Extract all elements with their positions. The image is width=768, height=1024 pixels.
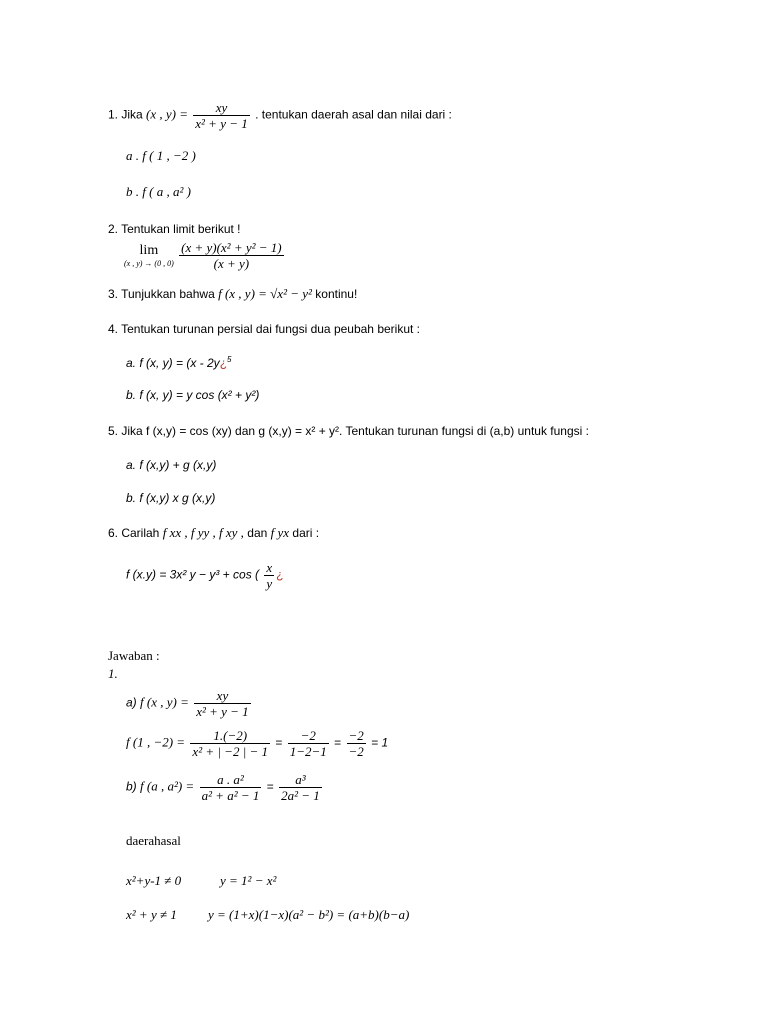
answer-b	[126, 772, 324, 803]
q2-fraction	[179, 240, 284, 271]
answers-heading: Jawaban :	[108, 648, 160, 663]
q1-part-b: b . f ( a , a² )	[126, 184, 191, 199]
q3-suffix: kontinu!	[315, 287, 358, 301]
answer-b-fraction-2	[279, 772, 322, 803]
q3-prefix: 3. Tunjukkan bahwa	[108, 287, 215, 301]
q5-part-a: a. f (x,y) + g (x,y)	[126, 458, 217, 472]
answer-a	[126, 688, 253, 719]
q6-prefix: 6. Carilah	[108, 526, 160, 540]
q4-part-b: b. f (x, y) = y cos (x² + y²)	[126, 388, 260, 402]
calc-fraction-2	[288, 728, 329, 759]
calc-num-2: −2	[288, 728, 329, 744]
q1-prefix: 1. Jika	[108, 107, 143, 122]
daerah-asal-label: daerahasal	[126, 833, 181, 848]
answer-b-eq: =	[266, 779, 274, 794]
q6-numerator: x	[266, 560, 273, 575]
q6-func: f (x.y) = 3x² y − y³ + cos (	[126, 567, 260, 582]
answer-calc	[126, 728, 388, 759]
q1-func-left: (x , y) =	[146, 106, 192, 122]
calc-num-3: −2	[348, 728, 364, 743]
q5-part-b: b. f (x,y) x g (x,y)	[126, 491, 216, 505]
q6-dan: dan	[247, 526, 268, 540]
answer-a-func: f (x , y) =	[140, 694, 189, 710]
q2-lim-block	[124, 243, 174, 268]
q4-part-a	[126, 356, 231, 370]
calc-den-1: x² + | −2 | − 1	[192, 744, 269, 759]
question-6	[108, 525, 319, 541]
answers-number: 1.	[108, 666, 118, 681]
q6-fraction	[264, 560, 274, 591]
q2-lim: lim	[139, 243, 159, 258]
q2-denominator: (x + y)	[213, 256, 250, 271]
answer-b-den-1: a² + a² − 1	[201, 788, 260, 803]
q1-numerator: xy	[193, 100, 249, 116]
q6-mark: ¿	[276, 567, 284, 582]
answer-a-numerator: xy	[194, 688, 250, 704]
answer-b-fraction-1	[200, 772, 262, 803]
answer-b-label: b)	[126, 779, 137, 794]
q4-a-exp: 5	[227, 355, 232, 364]
q2-text: 2. Tentukan limit berikut !	[108, 222, 241, 236]
q5-text: 5. Jika f (x,y) = cos (xy) dan g (x,y) = x² + y². Tentukan turunan fungsi di (a,b) untuk fungsi :	[108, 424, 589, 438]
answer-a-denominator: x² + y − 1	[196, 704, 249, 719]
q1-denominator: x² + y − 1	[195, 116, 248, 131]
q1-suffix: . tentukan daerah asal dan nilai dari :	[255, 107, 452, 122]
domain-row-2-right: y = (1+x)(1−x)(a² − b²) = (a+b)(b−a)	[208, 907, 410, 922]
q1-fraction	[193, 100, 249, 131]
q6-function	[126, 560, 284, 591]
q6-vars: f xx , f yy , f xy ,	[162, 525, 244, 540]
q3-expr: f (x , y) = √x² − y²	[218, 286, 312, 301]
domain-row-2-left: x² + y ≠ 1	[126, 907, 177, 922]
answer-a-label: a)	[126, 695, 137, 710]
answer-b-den-2: 2a² − 1	[281, 788, 320, 803]
calc-eq-1: =	[275, 735, 283, 750]
answer-b-func: f (a , a²) =	[140, 778, 195, 794]
q2-lim-sub: (x , y) → (0 , 0)	[124, 259, 174, 268]
q4-a-mark: ¿	[219, 356, 228, 370]
answer-b-num-1: a . a²	[200, 772, 262, 788]
calc-den-2: 1−2−1	[289, 744, 327, 759]
answer-b-num-2: a³	[279, 772, 322, 788]
calc-result: = 1	[371, 735, 389, 750]
calc-eq-2: =	[334, 735, 342, 750]
q6-suffix: dari :	[292, 526, 320, 540]
calc-fraction-3	[347, 728, 366, 759]
q6-denominator: y	[266, 576, 273, 591]
answer-a-fraction	[194, 688, 250, 719]
domain-row-1-right: y = 1² − x²	[220, 873, 277, 888]
q4-a-text: a. f (x, y) = (x - 2y	[126, 356, 220, 370]
question-3	[108, 286, 357, 302]
domain-row-1-left: x²+y-1 ≠ 0	[126, 873, 182, 888]
q6-fyx: f yx	[270, 525, 290, 540]
q4-text: 4. Tentukan turunan persial dai fungsi dua peubah berikut :	[108, 322, 420, 336]
q1-part-a: a . f ( 1 , −2 )	[126, 148, 196, 163]
calc-num-1: 1.(−2)	[190, 728, 270, 744]
calc-left: f (1 , −2) =	[126, 734, 186, 750]
q2-limit	[124, 240, 286, 271]
calc-den-3: −2	[348, 744, 364, 759]
question-1	[108, 100, 452, 131]
q2-numerator: (x + y)(x² + y² − 1)	[181, 240, 282, 255]
calc-fraction-1	[190, 728, 270, 759]
